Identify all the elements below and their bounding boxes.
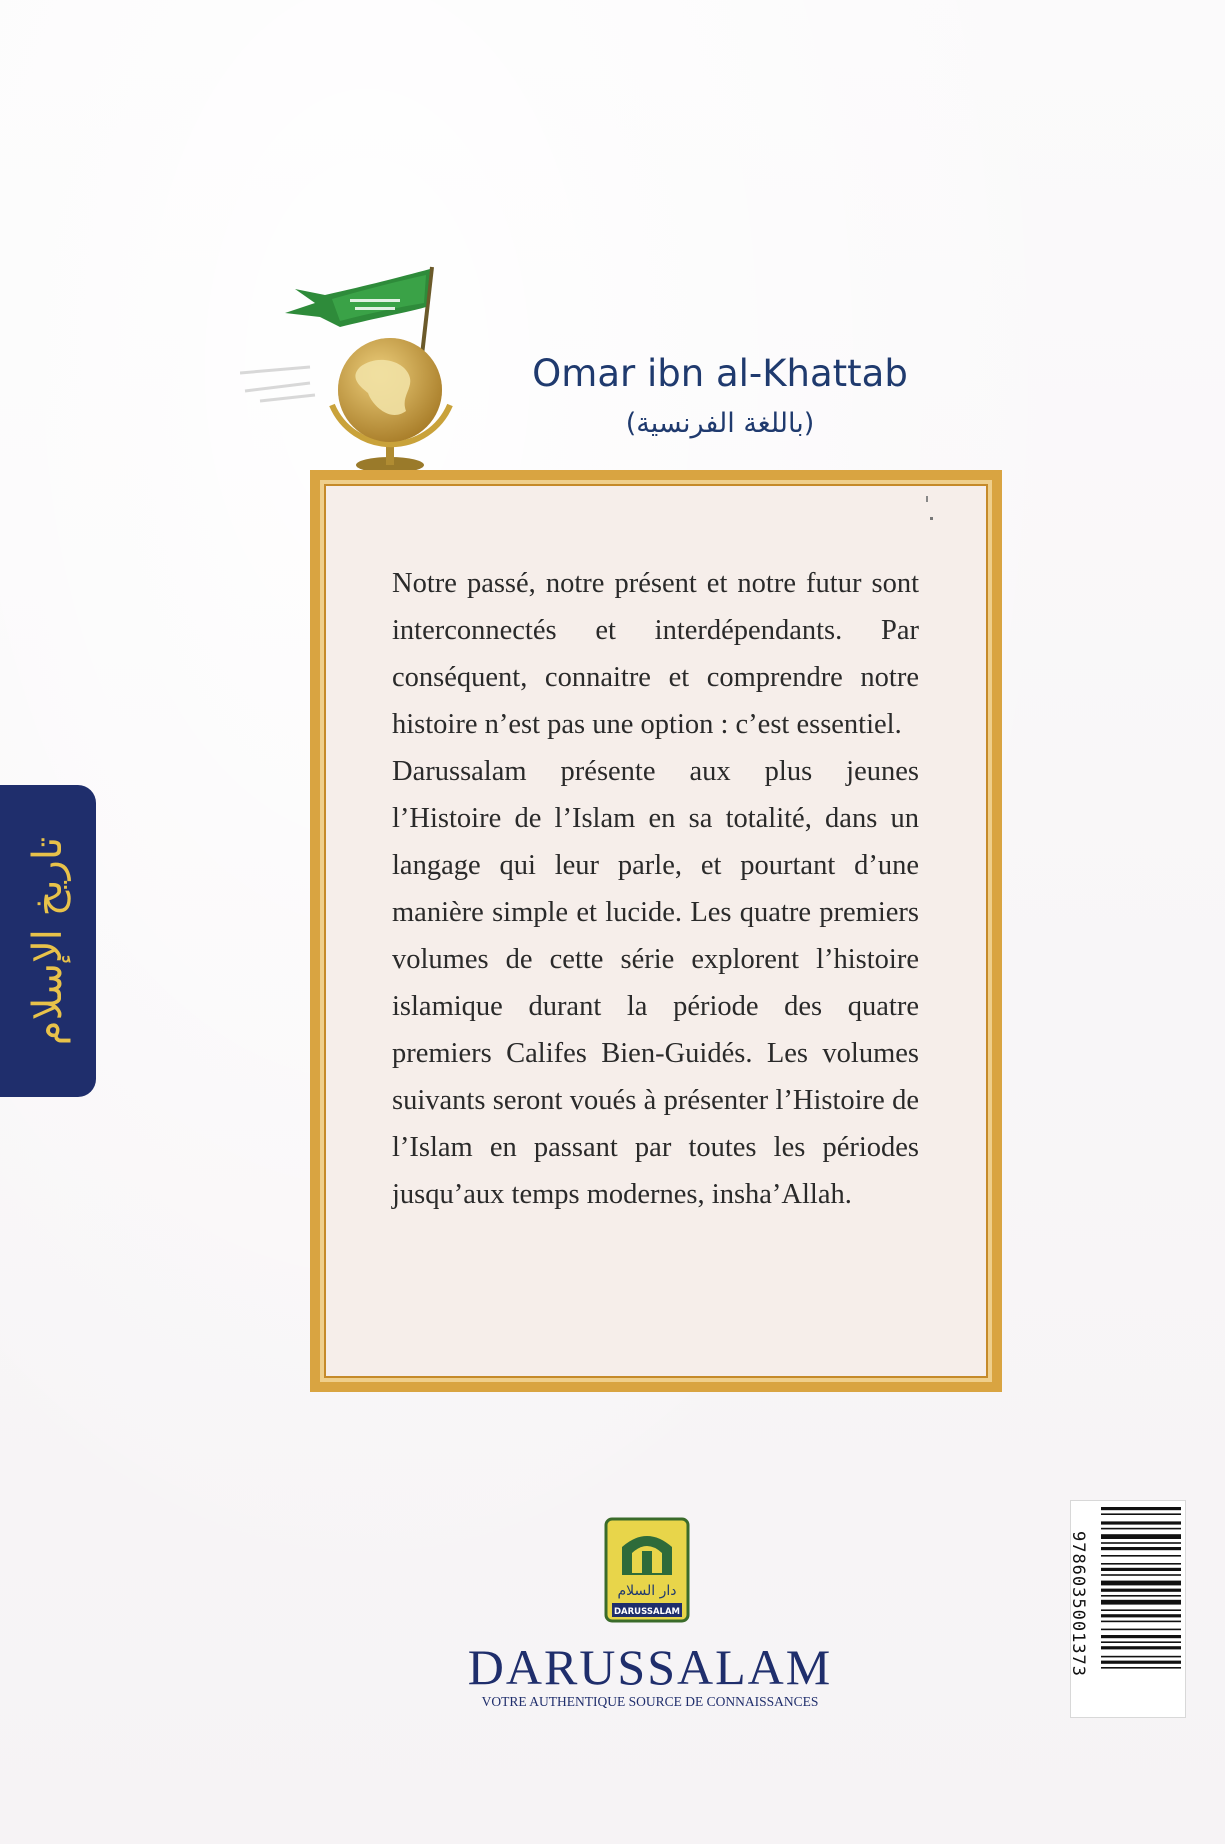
svg-text:دار السلام: دار السلام xyxy=(617,1583,677,1599)
blurb-paragraph-1: Notre passé, notre présent et notre futur sont interconnectés et interdépendants. Par conséquent, connaitre et comprendre notre histoire n’est pas une option : c’est essentiel. xyxy=(392,568,919,740)
barcode-bar xyxy=(1101,1656,1181,1658)
svg-text:DARUSSALAM: DARUSSALAM xyxy=(614,1607,680,1617)
barcode-bar xyxy=(1101,1629,1181,1631)
barcode-bar xyxy=(1101,1563,1181,1565)
barcode-bar xyxy=(1101,1595,1181,1597)
darussalam-logo-icon xyxy=(604,1517,690,1623)
barcode-bar xyxy=(1101,1581,1181,1586)
book-subtitle: (باللغة الفرنسية) xyxy=(625,408,815,439)
isbn-digits: 9786035001373 xyxy=(1068,1530,1088,1678)
blurb-text xyxy=(392,560,919,1218)
publisher-tagline: VOTRE AUTHENTIQUE SOURCE DE CONNAISSANCES xyxy=(481,1694,819,1709)
publisher-name: DARUSSALAM xyxy=(467,1639,833,1695)
speck xyxy=(930,517,933,520)
barcode-bar xyxy=(1101,1635,1181,1638)
barcode-bar xyxy=(1101,1574,1181,1576)
blurb-paragraph-2: Darussalam présente aux plus jeunes l’Histoire de l’Islam en sa totalité, dans un langage qui leur parle, et pourtant d’une manière simple et lucide. Les quatre premiers volumes de cette série explorent l’histoire islamique durant la période des quatre premiers Califes Bien-Guidés. Les volumes suivants seront voués à présenter l’Histoire de l’Islam en passant par toutes les périodes jusqu’aux temps modernes, insha’Allah. xyxy=(392,756,919,1210)
book-title: Omar ibn al-Khattab xyxy=(532,352,908,395)
barcode-bar xyxy=(1101,1641,1181,1643)
spine-tab xyxy=(0,785,96,1097)
barcode-bar xyxy=(1101,1614,1181,1617)
barcode-bar xyxy=(1101,1568,1181,1571)
barcode-bar xyxy=(1101,1547,1181,1550)
barcode-bar xyxy=(1101,1621,1181,1623)
spine-title: تاريخ الإسلام xyxy=(25,836,71,1046)
barcode-bar xyxy=(1101,1555,1181,1557)
speck xyxy=(926,496,928,502)
barcode-bar xyxy=(1101,1534,1181,1539)
globe-flag-icon xyxy=(240,255,470,485)
barcode-bar xyxy=(1101,1507,1181,1510)
barcode-bar xyxy=(1101,1521,1181,1524)
barcode-bar xyxy=(1101,1589,1181,1592)
barcode-bar xyxy=(1101,1646,1181,1649)
barcode-bar xyxy=(1101,1542,1181,1544)
barcode-bar xyxy=(1101,1528,1181,1530)
barcode-bar xyxy=(1101,1513,1181,1515)
barcode-bar xyxy=(1101,1667,1181,1669)
barcode-bar xyxy=(1101,1609,1181,1611)
barcode-bar xyxy=(1101,1600,1181,1605)
barcode-bar xyxy=(1101,1661,1181,1664)
